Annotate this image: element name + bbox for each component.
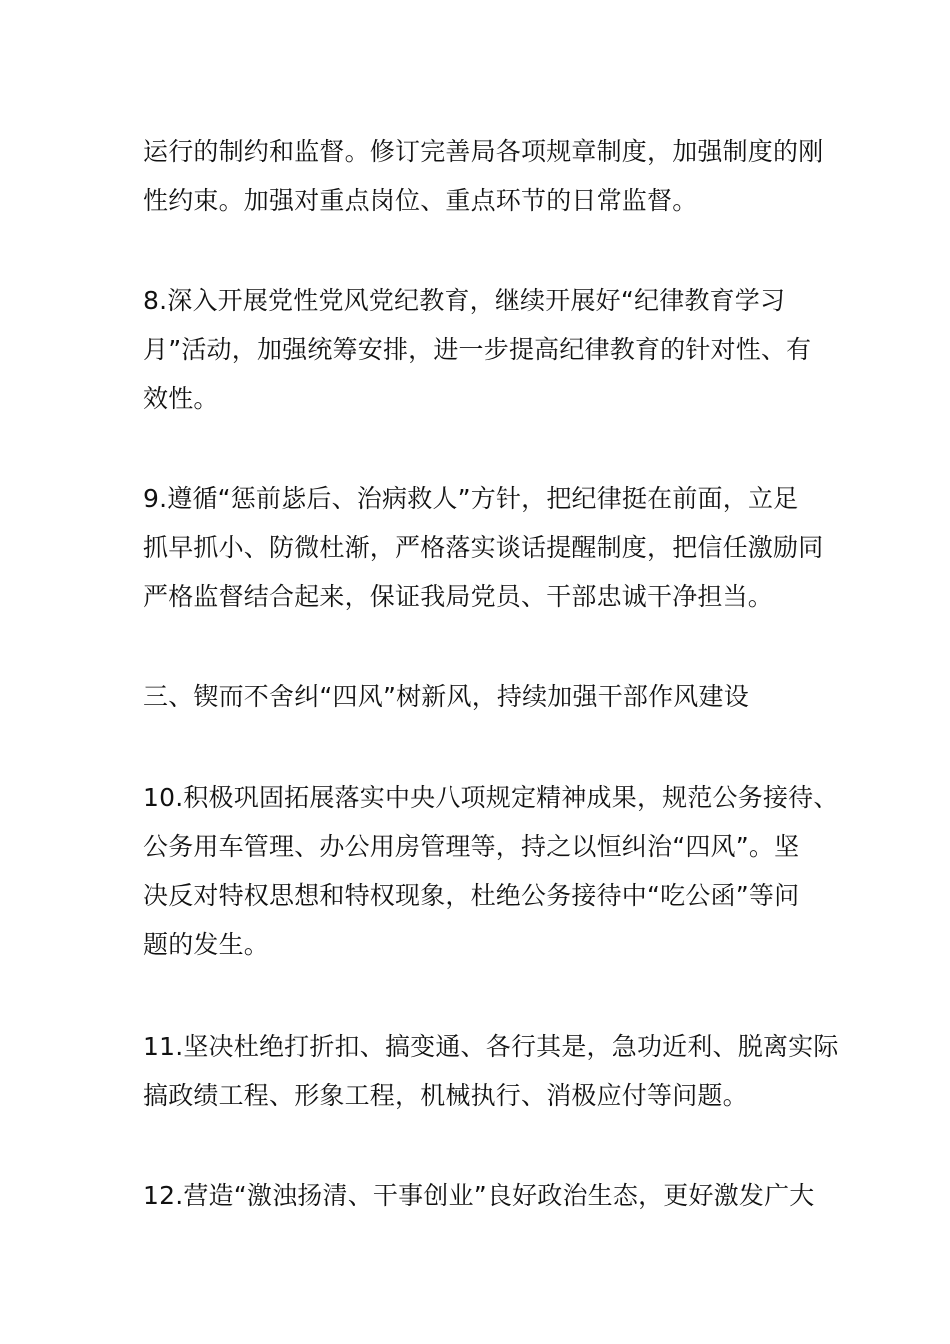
- text-line: 10.积极巩固拓展落实中央八项规定精神成果，规范公务接待、: [143, 783, 839, 812]
- text-line: 月”活动，加强统筹安排，进一步提高纪律教育的针对性、有: [143, 335, 812, 364]
- text-line: 严格监督结合起来，保证我局党员、干部忠诚干净担当。: [143, 582, 774, 611]
- section-heading-3: [143, 672, 813, 721]
- paragraph-item-8: [143, 276, 813, 423]
- text-line: 性约束。加强对重点岗位、重点环节的日常监督。: [143, 186, 698, 215]
- text-line: 11.坚决杜绝打折扣、搞变通、各行其是，急功近利、脱离实际: [143, 1032, 839, 1061]
- text-line: 搞政绩工程、形象工程，机械执行、消极应付等问题。: [143, 1081, 748, 1110]
- heading-line: 三、锲而不舍纠“四风”树新风，持续加强干部作风建设: [143, 682, 749, 711]
- text-line: 运行的制约和监督。修订完善局各项规章制度，加强制度的刚: [143, 137, 824, 166]
- paragraph-item-9: [143, 474, 824, 621]
- text-line: 决反对特权思想和特权现象，杜绝公务接待中“吃公函”等问: [143, 881, 800, 910]
- paragraph-item-11: [143, 1022, 839, 1120]
- text-line: 效性。: [143, 384, 219, 413]
- text-line: 8.深入开展党性党风党纪教育，继续开展好“纪律教育学习: [143, 286, 786, 315]
- paragraph-continued: [143, 127, 824, 225]
- text-line: 题的发生。: [143, 930, 270, 959]
- paragraph-item-12: [143, 1171, 813, 1220]
- text-line: 公务用车管理、办公用房管理等，持之以恒纠治“四风”。坚: [143, 832, 800, 861]
- text-line: 9.遵循“惩前毖后、治病救人”方针，把纪律挺在前面，立足: [143, 484, 799, 513]
- paragraph-item-10: [143, 773, 839, 969]
- text-line: 12.营造“激浊扬清、干事创业”良好政治生态，更好激发广大: [143, 1181, 815, 1210]
- text-line: 抓早抓小、防微杜渐，严格落实谈话提醒制度，把信任激励同: [143, 533, 824, 562]
